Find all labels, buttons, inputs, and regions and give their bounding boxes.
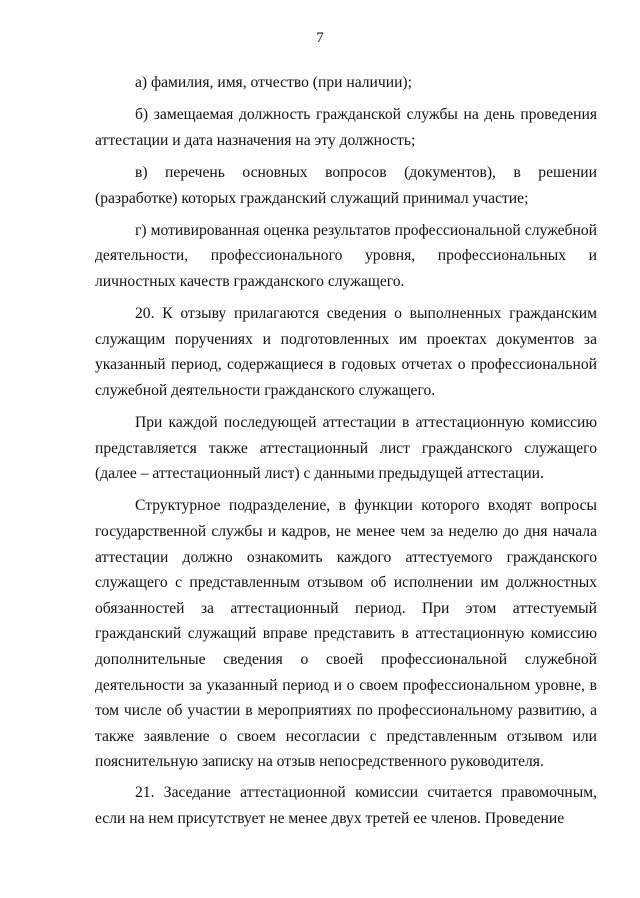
paragraph-structural-unit: Структурное подразделение, в функции которого входят вопросы государственной службы и кадров, не менее чем за неделю до дня начала аттестации должно ознакомить каждого аттестуемого гражданского служащего с представленным отзывом об исполнении им должностных обязанностей за аттестационный период. При этом аттестуемый гражданский служащий вправе представить в аттестационную комиссию дополнительные сведения о своей профессиональной служебной деятельности за указанный период и о своем профессиональном уровне, в том числе об участии в мероприятиях по профессиональному развитию, а также заявление о своем несогласии с представленным отзывом или пояснительную записку на отзыв непосредственного руководителя. [95, 497, 597, 771]
page-number: 7 [316, 30, 324, 46]
document-body [95, 70, 597, 832]
paragraph-previous-attestation: При каждой последующей аттестации в аттестационную комиссию представляется также аттестационный лист гражданского служащего (далее – аттестационный лист) с данными предыдущей аттестации. [95, 414, 597, 483]
paragraph-item-g: г) мотивированная оценка результатов профессиональной служебной деятельности, профессионального уровня, профессиональных и личностных качеств гражданского служащего. [95, 221, 597, 290]
paragraph-item-b: б) замещаемая должность гражданской службы на день проведения аттестации и дата назначения на эту должность; [95, 106, 597, 149]
paragraph-item-v: в) перечень основных вопросов (документов), в решении (разработке) которых гражданский служащий принимал участие; [95, 163, 597, 207]
paragraph-item-a: а) фамилия, имя, отчество (при наличии); [135, 74, 412, 91]
paragraph-clause-20: 20. К отзыву прилагаются сведения о выполненных гражданским служащим поручениях и подготовленных им проектах документов за указанный период, содержащиеся в годовых отчетах о профессиональной служебной деятельности гражданского служащего. [95, 305, 597, 399]
paragraph-clause-21: 21. Заседание аттестационной комиссии считается правомочным, если на нем присутствует не менее двух третей ее членов. Проведение [95, 784, 597, 827]
